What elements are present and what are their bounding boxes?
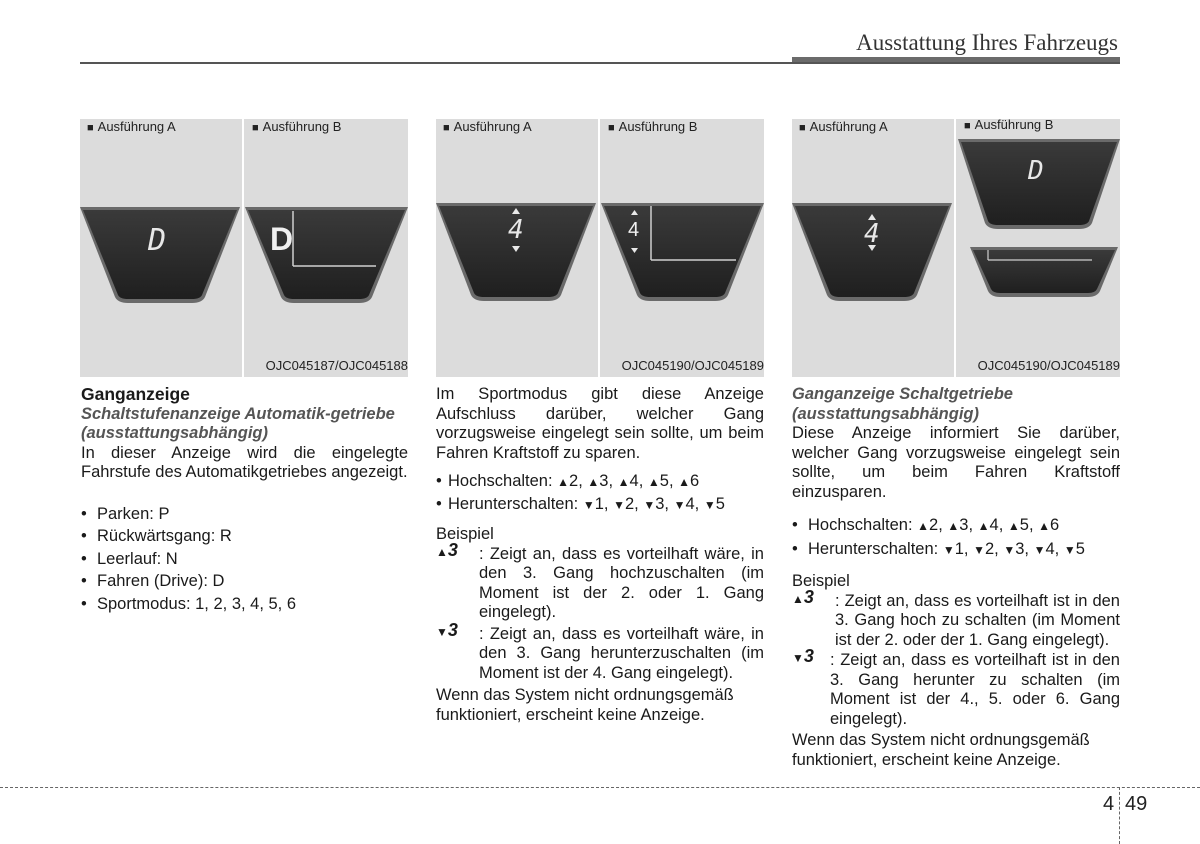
figure-code: OJC045187/OJC045188 xyxy=(265,358,408,373)
figure-label-b: ■ Ausführung B xyxy=(608,119,698,134)
gear-list xyxy=(81,503,408,616)
up-arrow-icon: ▲ xyxy=(678,475,691,489)
down-arrow-icon: ▼ xyxy=(942,543,955,557)
figure-code: OJC045190/OJC045189 xyxy=(977,358,1120,373)
down-arrow-icon: ▼ xyxy=(643,498,656,512)
down-arrow-icon: ▼ xyxy=(1033,543,1046,557)
up-arrow-icon: ▲ xyxy=(647,475,660,489)
upshift-item: • Hochschalten: ▲2, ▲3, ▲4, ▲5, ▲6 xyxy=(792,514,1120,538)
up-arrow-icon: ▲ xyxy=(557,475,570,489)
note-paragraph: Wenn das System nicht ordnungsgemäß funktioniert, erscheint keine Anzeige. xyxy=(792,731,1090,769)
figure-label-a: ■ Ausführung A xyxy=(87,119,176,134)
figure-label-a: ■ Ausführung A xyxy=(443,119,532,134)
section-subheading: Schaltstufenanzeige Automatik-getriebe (ausstattungsabhängig) xyxy=(81,404,395,442)
list-item: • Fahren (Drive): D xyxy=(81,570,408,593)
downshift-item: • Herunterschalten: ▼1, ▼2, ▼3, ▼4, ▼5 xyxy=(436,493,764,516)
gear-display-value: D xyxy=(148,223,167,258)
paragraph: Im Sportmodus gibt diese Anzeige Aufschluss darüber, welcher Gang vorzugsweise eingelegt sein sollte, um beim Fahren Kraftstoff zu sparen. xyxy=(436,385,764,462)
down-arrow-icon: ▼ xyxy=(703,498,716,512)
page-header-title: Ausstattung Ihres Fahrzeugs xyxy=(856,30,1118,55)
down-arrow-icon: ▼ xyxy=(1003,543,1016,557)
downshift-indicator-icon: ▼3 xyxy=(792,646,814,666)
example-upshift: ▲3 : Zeigt an, dass es vorteilhaft ist in den 3. Gang hoch zu schalten (im Moment ist der 2. oder der 1. Gang eingelegt). xyxy=(792,586,1120,649)
gear-display-illustration xyxy=(436,119,764,377)
list-item: • Sportmodus: 1, 2, 3, 4, 5, 6 xyxy=(81,593,408,616)
gear-display-value: 4 xyxy=(864,219,880,249)
gear-display-value: 4 xyxy=(628,219,640,241)
list-item: • Leerlauf: N xyxy=(81,548,408,571)
example-upshift: ▲3 : Zeigt an, dass es vorteilhaft wäre, in den 3. Gang hochzuschalten (im Moment ist der 2. oder 1. Gang eingelegt). xyxy=(436,539,764,621)
figure-manual-display xyxy=(792,119,1120,377)
header-rule xyxy=(80,62,1120,64)
example-downshift: ▼3 : Zeigt an, dass es vorteilhaft wäre, in den 3. Gang herunterzuschalten (im Moment ist der 4. Gang eingelegt). xyxy=(436,619,764,682)
figure-label-a: ■ Ausführung A xyxy=(799,119,888,134)
figure-label-b: ■ Ausführung B xyxy=(252,119,342,134)
figure-sport-display xyxy=(436,119,764,377)
section-subheading: Ganganzeige Schaltgetriebe (ausstattungsabhängig) xyxy=(792,385,1013,423)
column-gear-indicator xyxy=(81,385,408,615)
footer-rule xyxy=(0,787,1200,788)
list-item: • Parken: P xyxy=(81,503,408,526)
figure-automatic-display xyxy=(80,119,408,377)
gear-display-value: 4 xyxy=(508,215,524,245)
section-heading: Ganganzeige xyxy=(81,384,190,404)
up-arrow-icon: ▲ xyxy=(917,519,930,533)
downshift-indicator-icon: ▼3 xyxy=(436,619,458,640)
up-arrow-icon: ▲ xyxy=(617,475,630,489)
gear-display-value: D xyxy=(1028,156,1044,186)
column-sport-mode xyxy=(436,385,764,725)
example-title: Beispiel xyxy=(792,572,850,590)
paragraph: In dieser Anzeige wird die eingelegte Fahrstufe des Automatikgetriebes angezeigt. xyxy=(81,443,408,481)
down-arrow-icon: ▼ xyxy=(973,543,985,557)
paragraph: Diese Anzeige informiert Sie darüber, welcher Gang vorzugsweise eingelegt sein sollte, um beim Fahren Kraftstoff einzusparen. xyxy=(792,424,1120,501)
down-arrow-icon: ▼ xyxy=(1063,543,1076,557)
example-title: Beispiel xyxy=(436,525,494,543)
page-number: 49 xyxy=(1125,793,1148,815)
up-arrow-icon: ▲ xyxy=(947,519,960,533)
upshift-indicator-icon: ▲3 xyxy=(436,539,458,560)
example-downshift: ▼3 : Zeigt an, dass es vorteilhaft ist in den 3. Gang herunter zu schalten (im Moment ist der 4., 5. oder 6. Gang eingelegt). xyxy=(792,646,1120,728)
shift-list xyxy=(792,514,1120,562)
chapter-number: 4 xyxy=(1103,793,1115,815)
up-arrow-icon: ▲ xyxy=(977,519,990,533)
gear-display-illustration xyxy=(792,119,1120,377)
figure-label-b: ■ Ausführung B xyxy=(964,117,1054,132)
gear-display-illustration xyxy=(80,119,408,377)
list-item: • Rückwärtsgang: R xyxy=(81,525,408,548)
gear-display-value: D xyxy=(270,221,294,257)
figure-code: OJC045190/OJC045189 xyxy=(621,358,764,373)
upshift-item: • Hochschalten: ▲2, ▲3, ▲4, ▲5, ▲6 xyxy=(436,470,764,493)
note-paragraph: Wenn das System nicht ordnungsgemäß funktioniert, erscheint keine Anzeige. xyxy=(436,686,734,724)
downshift-item: • Herunterschalten: ▼1, ▼2, ▼3, ▼4, ▼5 xyxy=(792,538,1120,562)
upshift-indicator-icon: ▲3 xyxy=(792,586,814,607)
down-arrow-icon: ▼ xyxy=(582,498,595,512)
down-arrow-icon: ▼ xyxy=(673,498,686,512)
up-arrow-icon: ▲ xyxy=(1038,519,1051,533)
up-arrow-icon: ▲ xyxy=(1007,519,1020,533)
column-manual-transmission xyxy=(792,385,1120,770)
up-arrow-icon: ▲ xyxy=(587,475,600,489)
down-arrow-icon: ▼ xyxy=(613,498,625,512)
shift-list xyxy=(436,470,764,516)
footer-separator xyxy=(1119,787,1120,844)
